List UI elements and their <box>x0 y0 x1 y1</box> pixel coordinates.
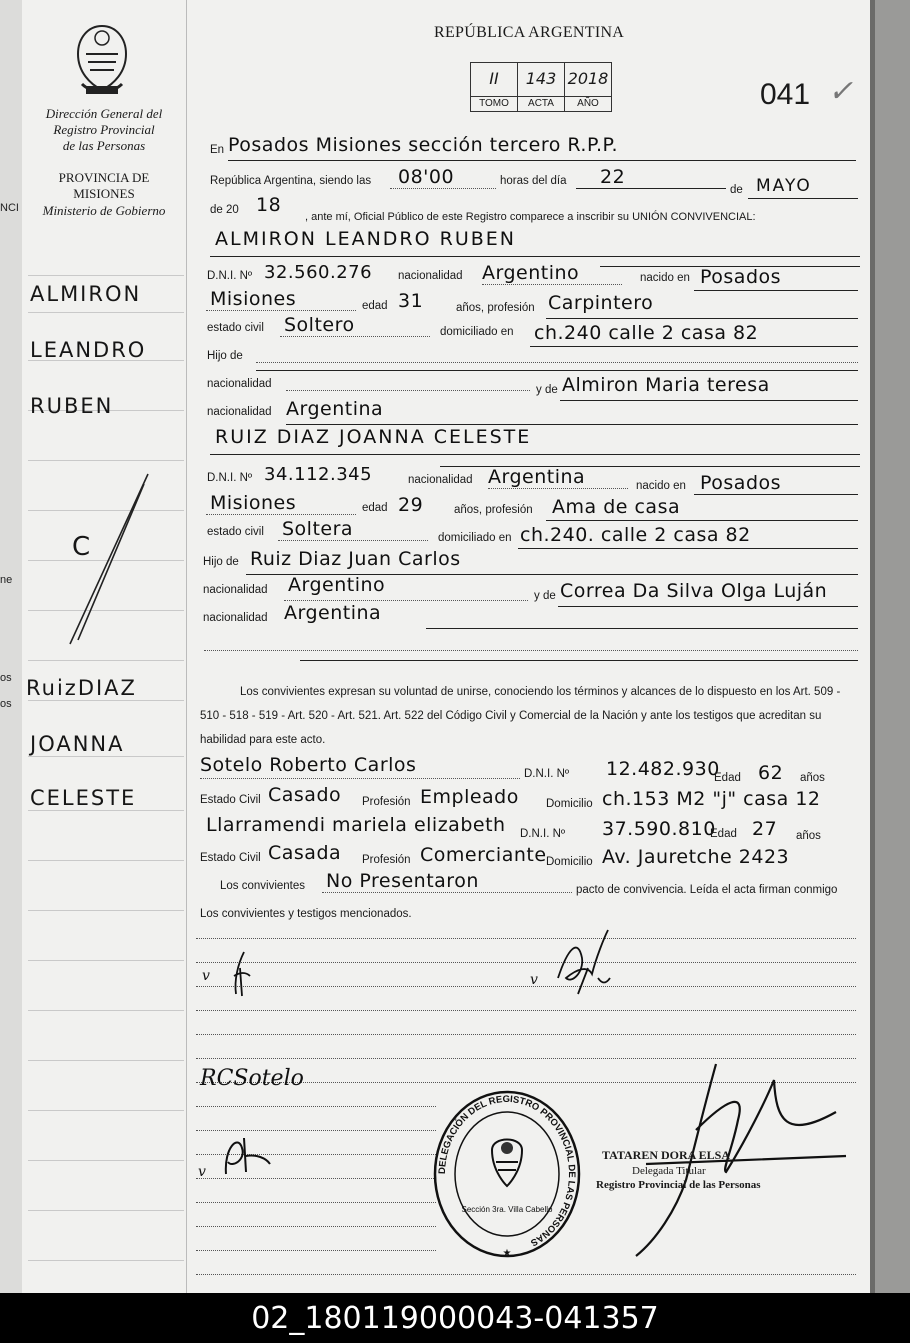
v-mark: v <box>202 968 210 984</box>
field-w1-name: Sotelo Roberto Carlos <box>200 754 417 776</box>
field-p1-civil: Soltero <box>284 314 355 336</box>
label-comparece: , ante mí, Oficial Público de este Registro comparece a inscribir su UNIÓN CONVIVENCIAL: <box>305 211 756 223</box>
margin-mark-c: C <box>72 532 93 562</box>
dotted-line <box>256 362 858 363</box>
field-w2-address: Av. Jauretche 2423 <box>602 846 790 868</box>
margin-name1-line3: RUBEN <box>30 394 114 418</box>
label-p2-estado-civil: estado civil <box>207 526 264 538</box>
label-p2-anos-profesion: años, profesión <box>454 504 533 516</box>
field-year: 18 <box>256 194 282 216</box>
field-w2-profession: Comerciante <box>420 844 547 866</box>
margin-rule <box>28 910 184 911</box>
field-p1-nationality: Argentino <box>482 262 580 284</box>
field-p2-born2: Misiones <box>210 492 297 514</box>
field-w1-civil: Casado <box>268 784 342 806</box>
adjacent-page-fragment: os <box>0 672 12 684</box>
rule <box>694 494 858 495</box>
field-w2-civil: Casada <box>268 842 342 864</box>
label-w1-dni: D.N.I. Nº <box>524 768 570 780</box>
rule <box>576 188 726 189</box>
field-p1-name: ALMIRON LEANDRO RUBEN <box>215 228 516 250</box>
rule <box>748 198 858 199</box>
footer-bar <box>0 1293 910 1343</box>
dotted-line <box>488 488 628 489</box>
document-title: REPÚBLICA ARGENTINA <box>434 24 625 41</box>
label-pacto: pacto de convivencia. Leída el acta firman conmigo <box>576 884 838 896</box>
label-p2-edad: edad <box>362 502 388 514</box>
field-w2-age: 27 <box>752 818 778 840</box>
svg-text:★: ★ <box>502 1248 512 1259</box>
margin-rule <box>28 460 184 461</box>
rule <box>558 606 858 607</box>
dotted-line <box>284 600 528 601</box>
margin-name2-line3: CELESTE <box>30 786 137 810</box>
margin-rule <box>28 860 184 861</box>
field-p1-mother: Almiron Maria teresa <box>562 374 770 396</box>
dotted-line <box>206 514 356 515</box>
margin-rule <box>28 700 184 701</box>
field-p2-father: Ruiz Diaz Juan Carlos <box>250 548 461 570</box>
dotted-line <box>482 284 622 285</box>
office-name-line1: Dirección General del <box>45 106 163 121</box>
signature-cohabitant-1 <box>226 950 256 998</box>
margin-divider <box>186 0 187 1293</box>
tomo-label: TOMO <box>471 96 517 109</box>
field-p2-nationality: Argentina <box>488 466 586 488</box>
rule <box>518 548 858 549</box>
label-horas-del-dia: horas del día <box>500 175 567 187</box>
book-spine <box>875 0 910 1300</box>
label-w1-anos: años <box>800 772 825 784</box>
label-p1-edad: edad <box>362 300 388 312</box>
dotted-line <box>196 986 856 987</box>
label-w2-profesion: Profesión <box>362 854 411 866</box>
label-p1-dni: D.N.I. Nº <box>207 270 253 282</box>
dotted-line <box>196 1106 436 1107</box>
label-w2-dni: D.N.I. Nº <box>520 828 566 840</box>
field-pact: No Presentaron <box>326 870 479 892</box>
label-p1-nacido-en: nacido en <box>640 272 690 284</box>
label-p1-father-nat: nacionalidad <box>207 378 272 390</box>
margin-rule <box>28 660 184 661</box>
dotted-line <box>280 336 430 337</box>
label-p1-nacionalidad: nacionalidad <box>398 270 463 282</box>
anio-value: 2018 <box>567 69 609 88</box>
margin-rule <box>28 1110 184 1111</box>
adjacent-page-fragment: ne <box>0 574 13 586</box>
office-name-line2: Registro Provincial <box>53 122 155 137</box>
field-p2-profession: Ama de casa <box>552 496 681 518</box>
label-p1-y-de: y de <box>536 384 558 396</box>
margin-rule <box>28 810 184 811</box>
field-p2-dni: 34.112.345 <box>264 464 373 485</box>
adjacent-page <box>0 0 23 1300</box>
label-p1-estado-civil: estado civil <box>207 322 264 334</box>
dotted-line <box>200 778 520 779</box>
rule <box>256 370 858 371</box>
field-p1-address: ch.240 calle 2 casa 82 <box>534 322 759 344</box>
label-p2-mother-nat: nacionalidad <box>203 612 268 624</box>
margin-rule <box>28 1010 184 1011</box>
label-republica-siendo: República Argentina, siendo las <box>210 175 372 187</box>
label-p2-nacido-en: nacido en <box>636 480 686 492</box>
ministry-name: Ministerio de Gobierno <box>42 203 166 218</box>
field-hour: 08'00 <box>398 166 455 188</box>
field-p2-mother-nat: Argentina <box>284 602 382 624</box>
legal-paragraph: Los convivientes expresan su voluntad de unirse, conociendo los términos y alcances de lo dispuesto en los Art. 509 - 510 - 518 - 519 - Art. 520 - Art. 521. Art. 522 del Código Civil y Comercial de la Nación y ante los testigos que acreditan su habilidad para este acto. <box>200 686 841 746</box>
label-p1-domiciliado: domiciliado en <box>440 326 514 338</box>
rule <box>210 454 860 455</box>
adjacent-page-fragment: os <box>0 698 12 710</box>
rule <box>694 290 858 291</box>
v-mark: v <box>530 972 538 988</box>
field-w1-dni: 12.482.930 <box>606 758 720 780</box>
anio-label: AÑO <box>565 96 611 109</box>
field-p2-born: Posados <box>700 472 782 494</box>
label-w1-edad: Edad <box>714 772 741 784</box>
footer-code: 02_180119000043-041357 <box>251 1300 659 1336</box>
field-place: Posados Misiones sección tercero R.P.P. <box>228 134 619 156</box>
field-day: 22 <box>600 166 626 188</box>
officer-block <box>596 1148 761 1193</box>
label-w1-estado-civil: Estado Civil <box>200 794 261 806</box>
label-p1-mother-nat: nacionalidad <box>207 406 272 418</box>
field-p2-name: RUIZ DIAZ JOANNA CELESTE <box>215 426 532 448</box>
province-crest-icon <box>72 24 132 96</box>
margin-rule <box>28 1060 184 1061</box>
label-p1-hijo-de: Hijo de <box>207 350 243 362</box>
field-p1-born: Posados <box>700 266 782 288</box>
margin-rule <box>28 1260 184 1261</box>
label-p2-domiciliado: domiciliado en <box>438 532 512 544</box>
field-month: MAYO <box>756 176 812 196</box>
dotted-line <box>196 1202 436 1203</box>
province-line1: PROVINCIA DE <box>58 170 150 185</box>
tomo-box <box>470 62 518 112</box>
dotted-line <box>204 650 858 651</box>
dotted-line <box>196 1274 856 1275</box>
field-p2-father-nat: Argentino <box>288 574 386 596</box>
officer-name: TATAREN DORA ELSA <box>602 1148 731 1162</box>
label-convivientes-testigos: Los convivientes y testigos mencionados. <box>200 908 412 920</box>
label-p2-father-nat: nacionalidad <box>203 584 268 596</box>
rule <box>300 660 858 661</box>
rule <box>546 520 858 521</box>
dotted-line <box>196 962 856 963</box>
officer-role: Delegada Titular <box>632 1165 706 1177</box>
dotted-line <box>286 390 530 391</box>
signature-witness-1: RCSotelo <box>200 1066 304 1091</box>
label-p2-hijo-de: Hijo de <box>203 556 239 568</box>
field-p1-dni: 32.560.276 <box>264 262 373 283</box>
rule <box>560 400 858 401</box>
label-en: En <box>210 144 225 156</box>
label-p1-anos-profesion: años, profesión <box>456 302 535 314</box>
rule <box>210 256 860 257</box>
margin-rule <box>28 756 184 757</box>
act-number: 041 <box>760 78 811 111</box>
acta-box <box>517 62 565 112</box>
label-w2-anos: años <box>796 830 821 842</box>
field-p1-mother-nat: Argentina <box>286 398 384 420</box>
margin-rule <box>28 960 184 961</box>
dotted-line <box>196 938 856 939</box>
label-los-convivientes: Los convivientes <box>220 880 306 892</box>
anio-box <box>564 62 612 112</box>
label-p2-y-de: y de <box>534 590 556 602</box>
stamp-inner-text: Sección 3ra. Villa Cabello <box>461 1205 553 1214</box>
margin-rule <box>28 1210 184 1211</box>
dotted-line <box>390 188 496 189</box>
field-w2-name: Llarramendi mariela elizabeth <box>206 814 506 836</box>
margin-rule <box>28 1160 184 1161</box>
province-line2: MISIONES <box>73 186 135 201</box>
acta-value: 143 <box>525 69 557 88</box>
field-w1-age: 62 <box>758 762 784 784</box>
field-p2-civil: Soltera <box>282 518 354 540</box>
margin-name2-line1: RuizDIAZ <box>26 676 137 700</box>
field-p2-mother: Correa Da Silva Olga Luján <box>560 580 828 602</box>
dotted-line <box>196 1226 436 1227</box>
officer-office: Registro Provincial de las Personas <box>596 1179 761 1191</box>
registry-seal-stamp <box>432 1088 582 1260</box>
dotted-line <box>196 1058 856 1059</box>
adjacent-page-fragment: NCI <box>0 202 19 214</box>
label-w2-domicilio: Domicilio <box>546 856 593 868</box>
label-w2-estado-civil: Estado Civil <box>200 852 261 864</box>
margin-rule <box>28 312 184 313</box>
dotted-line <box>322 892 572 893</box>
label-w1-profesion: Profesión <box>362 796 411 808</box>
label-p2-dni: D.N.I. Nº <box>207 472 253 484</box>
margin-name1-line1: ALMIRON <box>30 282 142 306</box>
rule <box>546 318 858 319</box>
rule <box>426 628 858 629</box>
label-w1-domicilio: Domicilio <box>546 798 593 810</box>
signature-cohabitant-2 <box>548 928 616 1004</box>
dotted-line <box>278 540 428 541</box>
tomo-value: II <box>489 69 499 88</box>
dotted-line <box>196 1250 436 1251</box>
field-p1-age: 31 <box>398 290 424 312</box>
office-name-line3: de las Personas <box>62 138 146 153</box>
field-p2-address: ch.240. calle 2 casa 82 <box>520 524 751 546</box>
margin-name1-line2: LEANDRO <box>30 338 147 362</box>
v-mark: v <box>198 1164 206 1180</box>
check-mark-icon: ✓ <box>828 75 854 108</box>
rule <box>530 346 858 347</box>
margin-rule <box>28 275 184 276</box>
signature-witness-2 <box>216 1128 274 1180</box>
label-de: de <box>730 184 743 196</box>
dotted-line <box>206 310 356 311</box>
dotted-line <box>196 1010 856 1011</box>
stamp-ring-text: DELEGACIÓN DEL REGISTRO PROVINCIAL DE LAS PERSONAS <box>436 1093 578 1249</box>
margin-name2-line2: JOANNA <box>30 732 125 756</box>
field-p1-born2: Misiones <box>210 288 297 310</box>
field-p1-profession: Carpintero <box>548 292 654 314</box>
dotted-line <box>196 1034 856 1035</box>
field-p2-age: 29 <box>398 494 424 516</box>
field-w1-profession: Empleado <box>420 786 519 808</box>
label-de-20: de 20 <box>210 204 239 216</box>
label-p2-nacionalidad: nacionalidad <box>408 474 473 486</box>
rule <box>286 424 858 425</box>
field-w1-address: ch.153 M2 "j" casa 12 <box>602 788 821 810</box>
rule <box>228 160 856 161</box>
label-w2-edad: Edad <box>710 828 737 840</box>
field-w2-dni: 37.590.810 <box>602 818 716 840</box>
acta-label: ACTA <box>518 96 564 109</box>
